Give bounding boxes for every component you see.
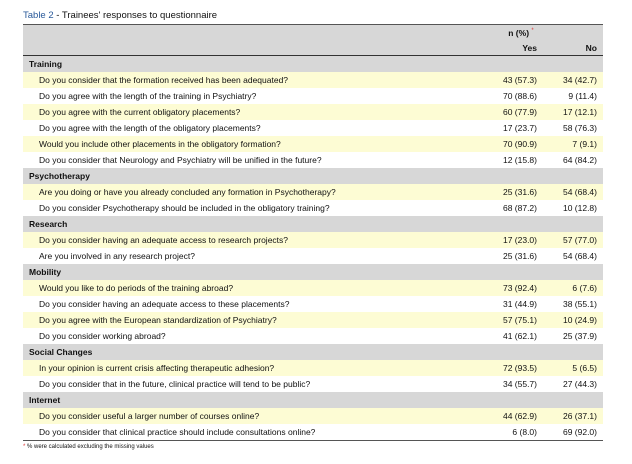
table-row — [23, 248, 603, 264]
column-header-no: No — [585, 43, 597, 53]
question-cell: Do you consider useful a larger number of courses online? — [39, 411, 260, 421]
no-cell: 54 (68.4) — [562, 187, 597, 197]
no-cell: 38 (55.1) — [562, 299, 597, 309]
table-row — [23, 88, 603, 104]
section-header: Social Changes — [23, 344, 603, 360]
yes-cell: 17 (23.0) — [502, 235, 537, 245]
question-cell: Do you consider that Neurology and Psychiatry will be unified in the future? — [39, 155, 322, 165]
yes-cell: 17 (23.7) — [502, 123, 537, 133]
table-row — [23, 376, 603, 392]
question-cell: Do you agree with the current obligatory placements? — [39, 107, 241, 117]
question-cell: Would you include other placements in the obligatory formation? — [39, 139, 281, 149]
no-cell: 5 (6.5) — [572, 363, 597, 373]
section-header: Mobility — [23, 264, 603, 280]
question-cell: Do you consider having an adequate access to research projects? — [39, 235, 289, 245]
question-cell: Do you agree with the length of the training in Psychiatry? — [39, 91, 257, 101]
yes-cell: 25 (31.6) — [502, 187, 537, 197]
no-cell: 58 (76.3) — [562, 123, 597, 133]
table-body — [23, 56, 603, 440]
question-cell: Do you agree with the length of the obligatory placements? — [39, 123, 261, 133]
questionnaire-table — [23, 24, 603, 441]
no-cell: 57 (77.0) — [562, 235, 597, 245]
table-row — [23, 104, 603, 120]
no-cell: 6 (7.6) — [572, 283, 597, 293]
question-cell: Do you consider having an adequate access to these placements? — [39, 299, 290, 309]
yes-cell: 44 (62.9) — [502, 411, 537, 421]
table-bottom-rule — [23, 440, 603, 441]
yes-cell: 68 (87.2) — [502, 203, 537, 213]
table-row — [23, 184, 603, 200]
no-cell: 26 (37.1) — [562, 411, 597, 421]
table-row — [23, 152, 603, 168]
table-row — [23, 360, 603, 376]
no-cell: 27 (44.3) — [562, 379, 597, 389]
table-header — [23, 24, 603, 56]
table-row — [23, 408, 603, 424]
section-header: Research — [23, 216, 603, 232]
no-cell: 34 (42.7) — [562, 75, 597, 85]
table-caption — [23, 10, 217, 22]
yes-cell: 6 (8.0) — [512, 427, 537, 437]
no-cell: 9 (11.4) — [568, 91, 597, 101]
question-cell: Do you consider working abroad? — [39, 331, 166, 341]
question-cell: Are you involved in any research project? — [39, 251, 195, 261]
question-cell: Do you consider Psychotherapy should be included in the obligatory training? — [39, 203, 330, 213]
question-cell: Are you doing or have you already concluded any formation in Psychotherapy? — [39, 187, 336, 197]
yes-cell: 12 (15.8) — [502, 155, 537, 165]
yes-cell: 73 (92.4) — [502, 283, 537, 293]
question-cell: In your opinion is current crisis affecting therapeutic adhesion? — [39, 363, 275, 373]
no-cell: 10 (12.8) — [562, 203, 597, 213]
question-cell: Do you consider that clinical practice should include consultations online? — [39, 427, 316, 437]
question-cell: Would you like to do periods of the training abroad? — [39, 283, 234, 293]
no-cell: 10 (24.9) — [562, 315, 597, 325]
question-cell: Do you consider that in the future, clinical practice will tend to be public? — [39, 379, 311, 389]
table-row — [23, 120, 603, 136]
yes-cell: 60 (77.9) — [502, 107, 537, 117]
table-row — [23, 328, 603, 344]
n-percent-header — [481, 28, 561, 38]
question-cell: Do you consider that the formation received has been adequated? — [39, 75, 289, 85]
yes-cell: 57 (75.1) — [502, 315, 537, 325]
table-row — [23, 136, 603, 152]
footnote — [23, 443, 154, 451]
no-cell: 69 (92.0) — [562, 427, 597, 437]
question-cell: Do you agree with the European standardization of Psychiatry? — [39, 315, 277, 325]
yes-cell: 43 (57.3) — [502, 75, 537, 85]
yes-cell: 72 (93.5) — [502, 363, 537, 373]
table-row — [23, 200, 603, 216]
column-header-yes: Yes — [522, 43, 537, 53]
table-row — [23, 72, 603, 88]
no-cell: 25 (37.9) — [562, 331, 597, 341]
yes-cell: 70 (90.9) — [502, 139, 537, 149]
yes-cell: 34 (55.7) — [502, 379, 537, 389]
caption-separator: - — [53, 10, 62, 21]
table-row — [23, 296, 603, 312]
table-number: Table 2 — [23, 10, 54, 21]
no-cell: 7 (9.1) — [572, 139, 597, 149]
yes-cell: 25 (31.6) — [502, 251, 537, 261]
no-cell: 64 (84.2) — [562, 155, 597, 165]
no-cell: 17 (12.1) — [562, 107, 597, 117]
no-cell: 54 (68.4) — [562, 251, 597, 261]
asterisk-marker: * — [531, 28, 534, 35]
yes-cell: 31 (44.9) — [502, 299, 537, 309]
footnote-text: % were calculated excluding the missing values — [25, 444, 154, 450]
n-percent-label: n (%) — [508, 28, 530, 38]
table-row — [23, 232, 603, 248]
table-row — [23, 280, 603, 296]
table-row — [23, 312, 603, 328]
section-header: Internet — [23, 392, 603, 408]
yes-cell: 41 (62.1) — [502, 331, 537, 341]
yes-cell: 70 (88.6) — [502, 91, 537, 101]
section-header: Psychotherapy — [23, 168, 603, 184]
table-title: Trainees' responses to questionnaire — [61, 10, 218, 21]
table-row — [23, 424, 603, 440]
footnote-marker: * — [23, 444, 26, 450]
section-header: Training — [23, 56, 603, 72]
